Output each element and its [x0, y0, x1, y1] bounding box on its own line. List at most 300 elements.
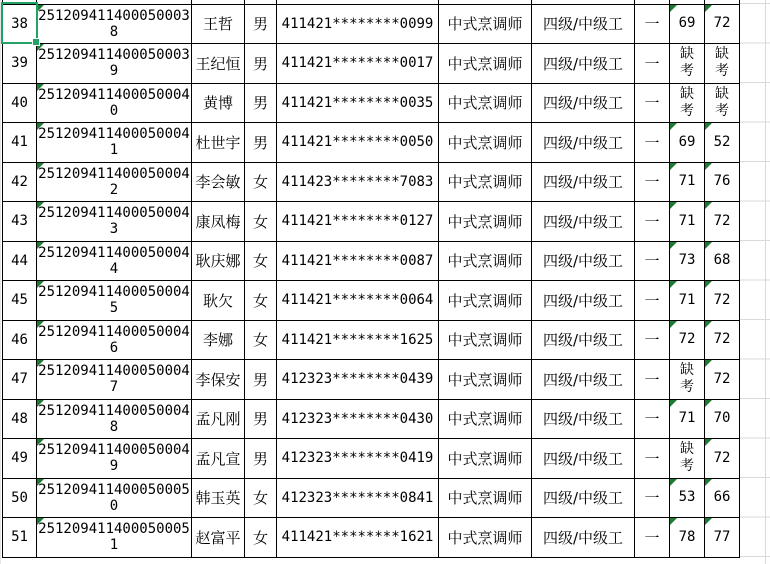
score2-cell[interactable] [705, 241, 740, 281]
score2-value: 66 [713, 489, 731, 506]
level-value: 四级/中级工 [542, 212, 624, 231]
dash-cell[interactable] [635, 4, 670, 44]
row-number-cell[interactable] [3, 439, 37, 479]
level-cell[interactable] [532, 162, 635, 202]
score2-value: 72 [713, 15, 731, 32]
score1-value: 72 [678, 331, 696, 348]
score1-value: 71 [678, 291, 696, 308]
dash-cell[interactable] [635, 399, 670, 439]
name-cell[interactable] [192, 4, 245, 44]
row-number-cell[interactable] [3, 320, 37, 360]
level-value: 四级/中级工 [542, 173, 624, 192]
table-row [3, 518, 740, 558]
score1-cell[interactable] [670, 44, 705, 84]
candidate-name: 杜世宇 [195, 133, 241, 152]
row-number-cell[interactable] [3, 123, 37, 163]
level-value: 四级/中级工 [542, 489, 624, 508]
dash-value: 一 [644, 212, 660, 231]
row-number: 42 [11, 173, 28, 190]
masked-id-number: 411421********1625 [281, 331, 434, 348]
gender-value: 女 [252, 252, 268, 271]
score2-value: 68 [713, 252, 731, 269]
table-row [3, 162, 740, 202]
gender-value: 男 [252, 133, 268, 152]
dash-cell[interactable] [635, 123, 670, 163]
dash-value: 一 [644, 370, 660, 389]
level-cell[interactable] [532, 202, 635, 242]
score2-value: 缺考 [715, 46, 729, 80]
level-value: 四级/中级工 [542, 449, 624, 468]
level-cell[interactable] [532, 518, 635, 558]
gender-cell[interactable] [245, 478, 277, 518]
score1-value: 71 [678, 410, 696, 427]
gender-value: 女 [252, 489, 268, 508]
name-cell[interactable] [192, 478, 245, 518]
score1-value: 69 [678, 15, 696, 32]
masked-id-number: 411421********0127 [281, 213, 434, 230]
score2-cell[interactable] [705, 320, 740, 360]
row-number-cell[interactable] [3, 399, 37, 439]
occupation-value: 中式烹调师 [447, 410, 523, 429]
admission-number-cell[interactable] [37, 281, 192, 321]
row-number-cell[interactable] [3, 4, 37, 44]
admission-number-cell[interactable] [37, 518, 192, 558]
dash-cell[interactable] [635, 162, 670, 202]
level-value: 四级/中级工 [542, 291, 624, 310]
table-row [3, 83, 740, 123]
admission-number-line1: 251209411400050004 [38, 323, 190, 340]
level-cell[interactable] [532, 241, 635, 281]
dash-value: 一 [644, 291, 660, 310]
gender-value: 男 [252, 94, 268, 113]
score1-cell[interactable] [670, 439, 705, 479]
score2-value: 77 [713, 528, 731, 545]
score2-cell[interactable] [705, 123, 740, 163]
id-number-cell[interactable] [277, 4, 439, 44]
gender-cell[interactable] [245, 83, 277, 123]
admission-number-line1: 251209411400050004 [38, 442, 190, 459]
dash-value: 一 [644, 489, 660, 508]
admission-number-line2: 5 [109, 300, 119, 317]
masked-id-number: 412323********0419 [281, 450, 434, 467]
dash-value: 一 [644, 331, 660, 350]
score2-value: 76 [713, 173, 731, 190]
gender-cell[interactable] [245, 518, 277, 558]
level-cell[interactable] [532, 360, 635, 400]
level-cell[interactable] [532, 320, 635, 360]
gender-cell[interactable] [245, 241, 277, 281]
occupation-cell[interactable] [439, 4, 532, 44]
name-cell[interactable] [192, 202, 245, 242]
level-cell[interactable] [532, 123, 635, 163]
level-cell[interactable] [532, 44, 635, 84]
gender-value: 女 [252, 528, 268, 547]
occupation-cell[interactable] [439, 439, 532, 479]
gender-value: 男 [252, 15, 268, 34]
id-number-cell[interactable] [277, 399, 439, 439]
id-number-cell[interactable] [277, 202, 439, 242]
row-number: 43 [11, 213, 28, 230]
admission-number-line2: 7 [109, 379, 119, 396]
table-row [3, 241, 740, 281]
score1-cell[interactable] [670, 478, 705, 518]
gender-value: 男 [252, 370, 268, 389]
id-number-cell[interactable] [277, 162, 439, 202]
admission-number-line2: 4 [109, 260, 119, 277]
row-number: 41 [11, 134, 28, 151]
score2-cell[interactable] [705, 202, 740, 242]
level-value: 四级/中级工 [542, 252, 624, 271]
row-number-cell[interactable] [3, 44, 37, 84]
dash-cell[interactable] [635, 518, 670, 558]
score1-value: 71 [678, 173, 696, 190]
score1-cell[interactable] [670, 360, 705, 400]
row-number: 45 [11, 292, 28, 309]
masked-id-number: 411421********0099 [281, 15, 434, 32]
row-number: 46 [11, 331, 28, 348]
admission-number-cell[interactable] [37, 360, 192, 400]
admission-number-cell[interactable] [37, 439, 192, 479]
admission-number-cell[interactable] [37, 202, 192, 242]
score2-cell[interactable] [705, 478, 740, 518]
gender-cell[interactable] [245, 320, 277, 360]
admission-number-line2: 1 [109, 537, 119, 554]
row-number: 49 [11, 450, 28, 467]
dash-cell[interactable] [635, 202, 670, 242]
candidate-name: 李保安 [195, 370, 241, 389]
table-row [3, 4, 740, 44]
id-number-cell[interactable] [277, 123, 439, 163]
score2-cell[interactable] [705, 518, 740, 558]
row-number: 51 [11, 529, 28, 546]
occupation-cell[interactable] [439, 320, 532, 360]
level-cell[interactable] [532, 439, 635, 479]
level-value: 四级/中级工 [542, 331, 624, 350]
name-cell[interactable] [192, 320, 245, 360]
occupation-value: 中式烹调师 [447, 252, 523, 271]
admission-number-line2: 2 [109, 181, 119, 198]
id-number-cell[interactable] [277, 478, 439, 518]
masked-id-number: 411421********0087 [281, 252, 434, 269]
row-number-cell[interactable] [3, 281, 37, 321]
occupation-value: 中式烹调师 [447, 212, 523, 231]
name-cell[interactable] [192, 83, 245, 123]
dash-cell[interactable] [635, 478, 670, 518]
level-cell[interactable] [532, 478, 635, 518]
masked-id-number: 411421********0017 [281, 55, 434, 72]
score2-cell[interactable] [705, 44, 740, 84]
table-row [3, 399, 740, 439]
admission-number-line1: 251209411400050003 [38, 47, 190, 64]
occupation-value: 中式烹调师 [447, 173, 523, 192]
score2-value: 52 [713, 133, 731, 150]
level-value: 四级/中级工 [542, 528, 624, 547]
occupation-cell[interactable] [439, 399, 532, 439]
score1-value: 缺考 [680, 441, 694, 475]
dash-cell[interactable] [635, 83, 670, 123]
id-number-cell[interactable] [277, 83, 439, 123]
table-row [3, 320, 740, 360]
level-value: 四级/中级工 [542, 133, 624, 152]
score2-value: 缺考 [715, 85, 729, 119]
admission-number-cell[interactable] [37, 399, 192, 439]
name-cell[interactable] [192, 360, 245, 400]
admission-number-line2: 3 [109, 221, 119, 238]
row-number-cell[interactable] [3, 518, 37, 558]
candidate-name: 耿欠 [202, 291, 233, 310]
score1-cell[interactable] [670, 320, 705, 360]
id-number-cell[interactable] [277, 518, 439, 558]
admission-number-line1: 251209411400050004 [38, 402, 190, 419]
dash-cell[interactable] [635, 439, 670, 479]
score1-value: 缺考 [680, 85, 694, 119]
sheet-gridline-vertical [765, 0, 766, 564]
masked-id-number: 411421********0064 [281, 292, 434, 309]
name-cell[interactable] [192, 44, 245, 84]
candidate-name: 黄博 [202, 94, 233, 113]
id-number-cell[interactable] [277, 241, 439, 281]
candidate-name: 孟凡宣 [195, 449, 241, 468]
score2-value: 72 [713, 212, 731, 229]
row-number-cell[interactable] [3, 83, 37, 123]
admission-number-line1: 251209411400050004 [38, 244, 190, 261]
table-row [3, 202, 740, 242]
admission-number-cell[interactable] [37, 83, 192, 123]
admission-number-line1: 251209411400050004 [38, 165, 190, 182]
name-cell[interactable] [192, 123, 245, 163]
name-cell[interactable] [192, 399, 245, 439]
occupation-value: 中式烹调师 [447, 331, 523, 350]
score2-cell[interactable] [705, 399, 740, 439]
score1-cell[interactable] [670, 123, 705, 163]
candidate-name: 康凤梅 [195, 212, 241, 231]
score2-value: 72 [713, 291, 731, 308]
dash-cell[interactable] [635, 320, 670, 360]
occupation-value: 中式烹调师 [447, 291, 523, 310]
occupation-value: 中式烹调师 [447, 489, 523, 508]
gender-value: 男 [252, 410, 268, 429]
admission-number-line2: 0 [109, 102, 119, 119]
score1-value: 缺考 [680, 46, 694, 80]
gender-value: 女 [252, 291, 268, 310]
candidate-name: 耿庆娜 [195, 252, 241, 271]
id-number-cell[interactable] [277, 281, 439, 321]
row-number-cell[interactable] [3, 478, 37, 518]
score2-value: 72 [713, 449, 731, 466]
admission-number-cell[interactable] [37, 4, 192, 44]
row-number-cell[interactable] [3, 360, 37, 400]
score1-cell[interactable] [670, 241, 705, 281]
gender-value: 女 [252, 173, 268, 192]
occupation-cell[interactable] [439, 162, 532, 202]
candidate-name: 王哲 [202, 15, 233, 34]
dash-value: 一 [644, 410, 660, 429]
masked-id-number: 412323********0430 [281, 410, 434, 427]
table-row [3, 439, 740, 479]
gender-cell[interactable] [245, 399, 277, 439]
occupation-cell[interactable] [439, 44, 532, 84]
gender-cell[interactable] [245, 44, 277, 84]
level-value: 四级/中级工 [542, 410, 624, 429]
level-cell[interactable] [532, 83, 635, 123]
occupation-cell[interactable] [439, 360, 532, 400]
level-value: 四级/中级工 [542, 370, 624, 389]
occupation-cell[interactable] [439, 202, 532, 242]
admission-number-line1: 251209411400050005 [38, 481, 190, 498]
table-row [3, 478, 740, 518]
score1-cell[interactable] [670, 162, 705, 202]
admission-number-line2: 9 [109, 63, 119, 80]
gender-cell[interactable] [245, 162, 277, 202]
gender-value: 男 [252, 449, 268, 468]
occupation-value: 中式烹调师 [447, 94, 523, 113]
gender-cell[interactable] [245, 281, 277, 321]
dash-value: 一 [644, 528, 660, 547]
score2-cell[interactable] [705, 439, 740, 479]
admission-number-cell[interactable] [37, 478, 192, 518]
occupation-value: 中式烹调师 [447, 133, 523, 152]
id-number-cell[interactable] [277, 360, 439, 400]
candidate-name: 韩玉英 [195, 489, 241, 508]
admission-number-line1: 251209411400050004 [38, 363, 190, 380]
score1-cell[interactable] [670, 518, 705, 558]
score1-value: 69 [678, 133, 696, 150]
score2-cell[interactable] [705, 360, 740, 400]
admission-number-line2: 9 [109, 458, 119, 475]
name-cell[interactable] [192, 241, 245, 281]
occupation-cell[interactable] [439, 478, 532, 518]
occupation-value: 中式烹调师 [447, 370, 523, 389]
score1-cell[interactable] [670, 281, 705, 321]
dash-value: 一 [644, 54, 660, 73]
row-number: 48 [11, 410, 28, 427]
level-cell[interactable] [532, 281, 635, 321]
score1-cell[interactable] [670, 202, 705, 242]
dash-cell[interactable] [635, 360, 670, 400]
gender-value: 女 [252, 212, 268, 231]
admission-number-cell[interactable] [37, 123, 192, 163]
admission-number-cell[interactable] [37, 162, 192, 202]
candidate-name: 孟凡刚 [195, 410, 241, 429]
admission-number-line2: 6 [109, 339, 119, 356]
score1-cell[interactable] [670, 399, 705, 439]
admission-number-line1: 251209411400050004 [38, 86, 190, 103]
score1-cell[interactable] [670, 83, 705, 123]
dash-value: 一 [644, 94, 660, 113]
admission-number-line2: 0 [109, 497, 119, 514]
admission-number-line1: 251209411400050004 [38, 126, 190, 143]
admission-number-cell[interactable] [37, 241, 192, 281]
occupation-cell[interactable] [439, 83, 532, 123]
masked-id-number: 411421********1621 [281, 529, 434, 546]
row-number: 38 [11, 15, 28, 32]
admission-number-cell[interactable] [37, 44, 192, 84]
admission-number-cell[interactable] [37, 320, 192, 360]
level-value: 四级/中级工 [542, 15, 624, 34]
id-number-cell[interactable] [277, 320, 439, 360]
dash-value: 一 [644, 15, 660, 34]
gender-cell[interactable] [245, 360, 277, 400]
admission-number-line2: 1 [109, 142, 119, 159]
candidate-name: 李娜 [202, 331, 233, 350]
row-number: 50 [11, 489, 28, 506]
table-row [3, 44, 740, 84]
table-row [3, 123, 740, 163]
gender-value: 女 [252, 331, 268, 350]
row-number-cell[interactable] [3, 202, 37, 242]
row-number: 44 [11, 252, 28, 269]
table-row [3, 360, 740, 400]
id-number-cell[interactable] [277, 44, 439, 84]
occupation-value: 中式烹调师 [447, 54, 523, 73]
occupation-value: 中式烹调师 [447, 528, 523, 547]
score2-value: 70 [713, 410, 731, 427]
name-cell[interactable] [192, 439, 245, 479]
admission-number-line1: 251209411400050004 [38, 284, 190, 301]
gender-cell[interactable] [245, 439, 277, 479]
masked-id-number: 411421********0035 [281, 94, 434, 111]
occupation-cell[interactable] [439, 281, 532, 321]
left-faint-gridline [0, 0, 1, 564]
masked-id-number: 412323********0841 [281, 489, 434, 506]
row-number-cell[interactable] [3, 241, 37, 281]
score1-cell[interactable] [670, 4, 705, 44]
admission-number-line1: 251209411400050005 [38, 521, 190, 538]
results-table [2, 0, 740, 558]
row-number: 39 [11, 55, 28, 72]
row-number: 47 [11, 371, 28, 388]
dash-cell[interactable] [635, 44, 670, 84]
occupation-cell[interactable] [439, 241, 532, 281]
level-cell[interactable] [532, 4, 635, 44]
dash-value: 一 [644, 449, 660, 468]
level-value: 四级/中级工 [542, 94, 624, 113]
score2-cell[interactable] [705, 83, 740, 123]
table-row [3, 281, 740, 321]
score1-value: 71 [678, 212, 696, 229]
level-value: 四级/中级工 [542, 54, 624, 73]
row-number-cell[interactable] [3, 162, 37, 202]
score2-cell[interactable] [705, 162, 740, 202]
admission-number-line2: 8 [109, 23, 119, 40]
admission-number-line2: 8 [109, 418, 119, 435]
dash-cell[interactable] [635, 241, 670, 281]
gender-cell[interactable] [245, 202, 277, 242]
score1-value: 73 [678, 252, 696, 269]
score2-cell[interactable] [705, 281, 740, 321]
score1-value: 53 [678, 489, 696, 506]
id-number-cell[interactable] [277, 439, 439, 479]
name-cell[interactable] [192, 518, 245, 558]
score1-value: 78 [678, 528, 696, 545]
gender-cell[interactable] [245, 123, 277, 163]
score2-value: 72 [713, 370, 731, 387]
dash-cell[interactable] [635, 281, 670, 321]
gender-cell[interactable] [245, 4, 277, 44]
occupation-cell[interactable] [439, 123, 532, 163]
occupation-cell[interactable] [439, 518, 532, 558]
level-cell[interactable] [532, 399, 635, 439]
table-body [3, 0, 740, 557]
name-cell[interactable] [192, 162, 245, 202]
dash-value: 一 [644, 252, 660, 271]
row-number: 40 [11, 94, 28, 111]
score2-cell[interactable] [705, 4, 740, 44]
score2-value: 72 [713, 331, 731, 348]
name-cell[interactable] [192, 281, 245, 321]
dash-value: 一 [644, 173, 660, 192]
candidate-name: 赵富平 [195, 528, 241, 547]
